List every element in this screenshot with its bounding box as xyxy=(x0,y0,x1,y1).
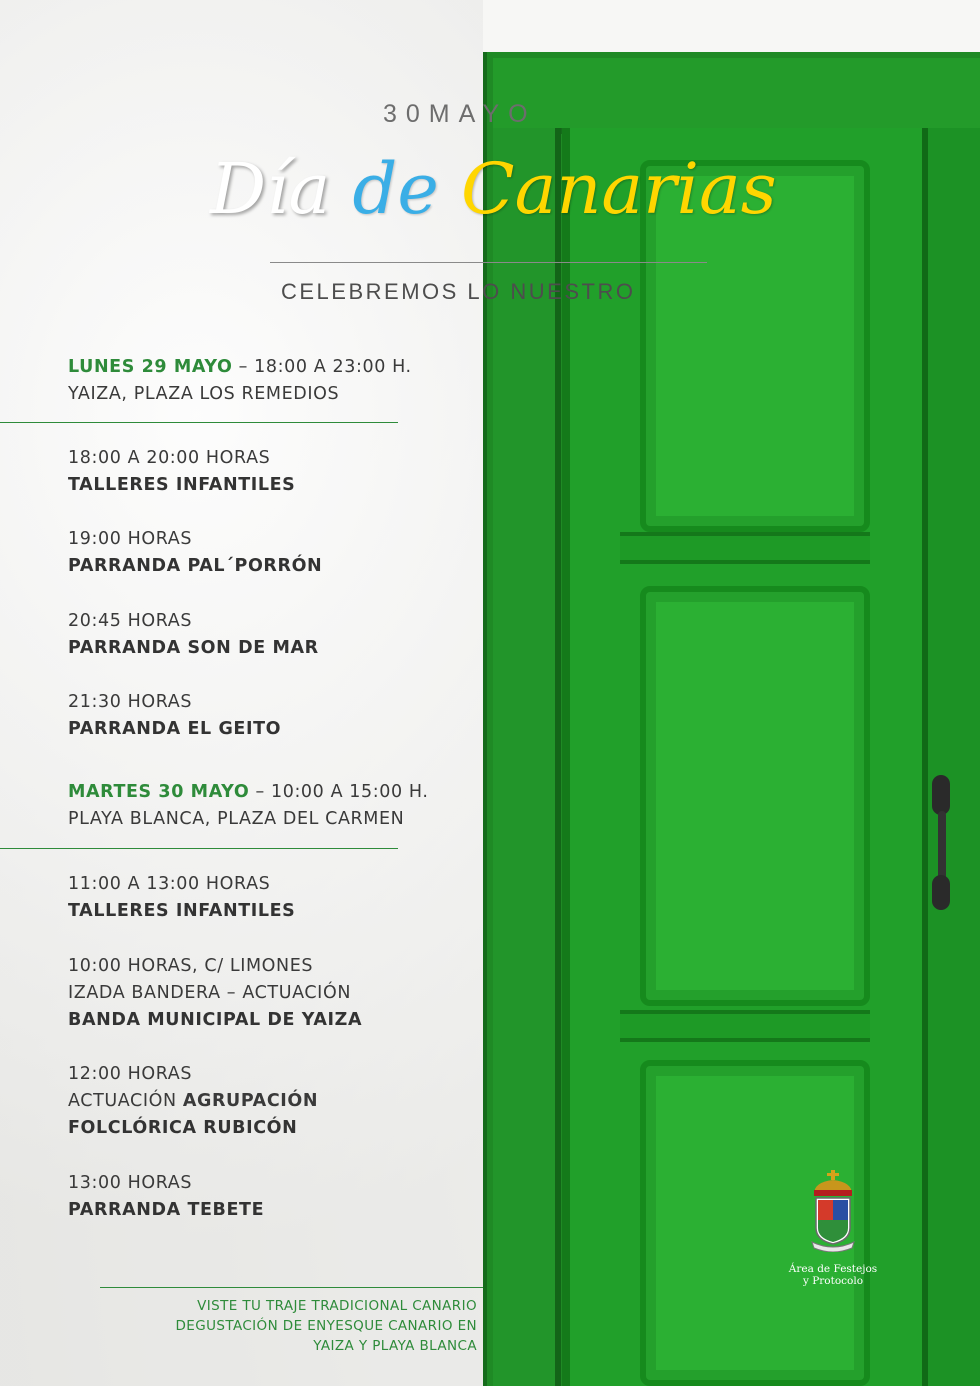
event-name: TALLERES INFANTILES xyxy=(68,475,296,495)
day1-day: LUNES 29 MAYO xyxy=(68,357,233,377)
event-date: 30MAYO xyxy=(383,100,537,128)
subtitle: CELEBREMOS LO NUESTRO xyxy=(281,279,636,304)
page-title xyxy=(210,148,777,230)
title-word-de: de xyxy=(352,148,439,230)
footer-divider xyxy=(100,1287,483,1288)
event-time: 20:45 HORAS xyxy=(68,611,193,631)
day2-divider xyxy=(0,848,398,849)
event-name: PARRANDA PAL´PORRÓN xyxy=(68,556,323,576)
event-time: 12:00 HORAS xyxy=(68,1064,193,1084)
logo-line: Área de Festejos xyxy=(788,1263,878,1275)
event-time: 18:00 A 20:00 HORAS xyxy=(68,448,271,468)
day1-divider xyxy=(0,422,398,423)
event-name: PARRANDA EL GEITO xyxy=(68,719,282,739)
title-word-canarias: Canarias xyxy=(461,148,777,230)
event-detail: IZADA BANDERA – ACTUACIÓN xyxy=(68,983,352,1003)
event-prefix: ACTUACIÓN xyxy=(68,1091,183,1111)
day2-heading xyxy=(68,782,429,802)
event-time: 19:00 HORAS xyxy=(68,529,193,549)
door-rail-2 xyxy=(620,1010,870,1042)
footer-line: YAIZA Y PLAYA BLANCA xyxy=(313,1338,477,1354)
event-detail xyxy=(68,1091,318,1111)
title-word-dia: Día xyxy=(210,148,331,230)
municipal-crest-icon xyxy=(808,1170,858,1252)
door-lintel xyxy=(493,58,980,134)
door-rail-1 xyxy=(620,532,870,564)
event-name: PARRANDA TEBETE xyxy=(68,1200,265,1220)
event-time: 13:00 HORAS xyxy=(68,1173,193,1193)
door-frame-top xyxy=(483,0,980,60)
logo-caption xyxy=(780,1263,886,1287)
event-name: TALLERES INFANTILES xyxy=(68,901,296,921)
door-leaf-right xyxy=(922,128,980,1386)
door-jamb xyxy=(493,128,561,1386)
footer-notes xyxy=(176,1296,477,1356)
event-name: BANDA MUNICIPAL DE YAIZA xyxy=(68,1010,363,1030)
event-name: AGRUPACIÓN xyxy=(182,1091,319,1111)
day2-place: PLAYA BLANCA, PLAZA DEL CARMEN xyxy=(68,809,405,829)
footer-line: VISTE TU TRAJE TRADICIONAL CANARIO xyxy=(197,1298,477,1314)
day1-time: – 18:00 A 23:00 H. xyxy=(232,357,412,377)
event-time: 21:30 HORAS xyxy=(68,692,193,712)
day2-time: – 10:00 A 15:00 H. xyxy=(249,782,429,802)
event-time: 11:00 A 13:00 HORAS xyxy=(68,874,271,894)
footer-line: DEGUSTACIÓN DE ENYESQUE CANARIO EN xyxy=(175,1318,477,1334)
day1-place: YAIZA, PLAZA LOS REMEDIOS xyxy=(68,384,340,404)
event-time: 10:00 HORAS, C/ LIMONES xyxy=(68,956,314,976)
logo-line: y Protocolo xyxy=(802,1275,864,1287)
day2-day: MARTES 30 MAYO xyxy=(68,782,250,802)
event-name: FOLCLÓRICA RUBICÓN xyxy=(68,1118,298,1138)
day1-heading xyxy=(68,357,412,377)
door-panel-middle xyxy=(640,586,870,1006)
event-name: PARRANDA SON DE MAR xyxy=(68,638,319,658)
door-handle-icon xyxy=(930,775,952,910)
title-divider xyxy=(270,262,707,263)
